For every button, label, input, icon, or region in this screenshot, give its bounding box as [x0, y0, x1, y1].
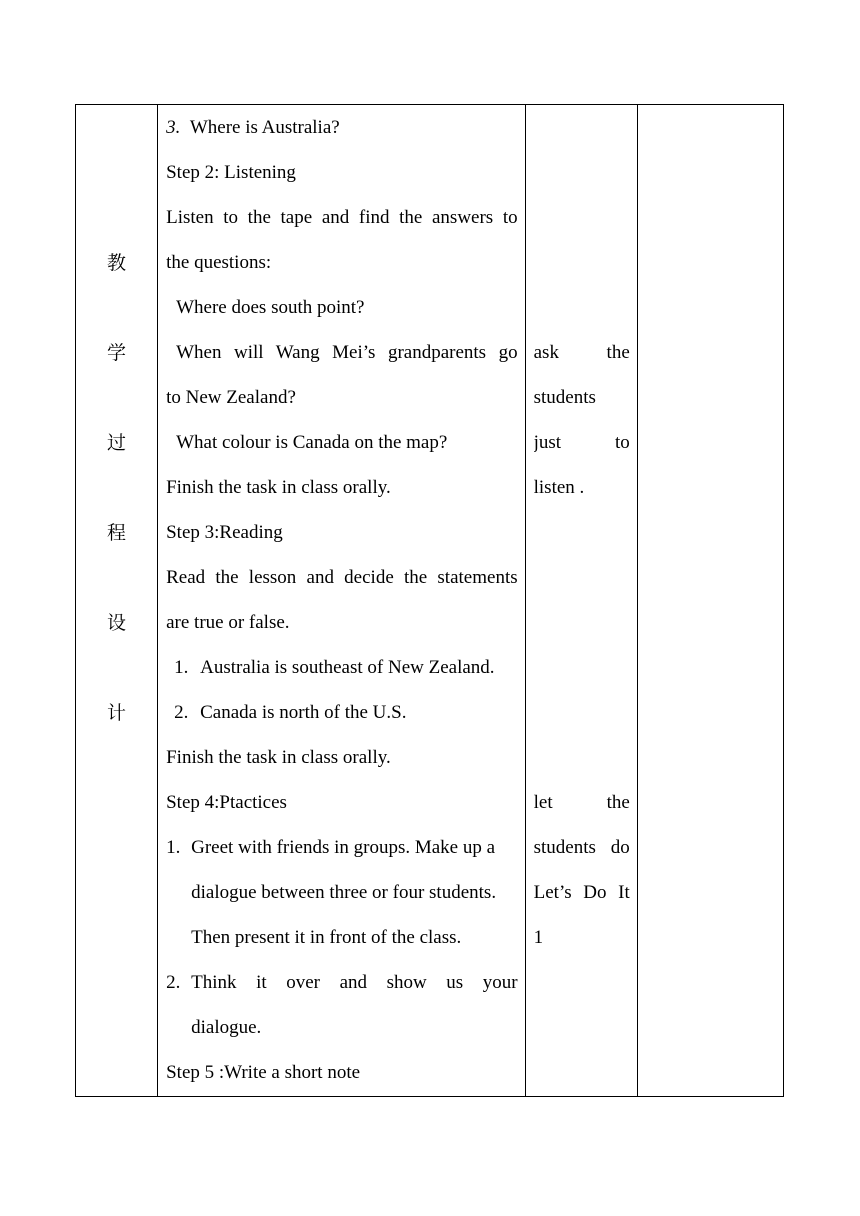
step-3-heading: Step 3:Reading — [166, 522, 283, 543]
practice-1-line-2: dialogue between three or four students. — [191, 882, 497, 903]
practice-2-line-1 — [166, 960, 518, 1005]
step-5-heading: Step 5 :Write a short note — [166, 1062, 361, 1083]
listening-question-2-line-1: When will Wang Mei’s grandparents go — [176, 342, 518, 363]
label-char: 设 — [107, 612, 127, 634]
question-3-text: Where is Australia? — [189, 117, 340, 138]
question-3 — [166, 105, 518, 150]
statement-2-number: 2. — [174, 702, 189, 723]
statement-1-text: Australia is southeast of New Zealand. — [200, 657, 495, 678]
activity-note-2-line-1: let the — [533, 792, 630, 813]
practice-2-number: 2. — [166, 972, 181, 993]
listening-instruction-line-1: Listen to the tape and find the answers to — [166, 207, 518, 228]
activity-note-1-line-1: ask the — [533, 342, 630, 363]
table-row — [76, 105, 784, 1097]
statement-2 — [166, 690, 518, 735]
practice-1-line-1 — [166, 825, 518, 870]
listening-question-2-line-2: to New Zealand? — [166, 387, 296, 408]
practice-2-text: Think it over and show us your — [191, 972, 518, 993]
label-char: 程 — [107, 522, 127, 544]
label-char: 学 — [107, 342, 127, 364]
activity-note-1-line-3: just to — [533, 432, 630, 453]
practice-1-number: 1. — [166, 837, 181, 858]
label-char: 教 — [107, 252, 127, 274]
activity-note-1-line-2: students — [533, 387, 596, 408]
activity-note-1-line-4: listen . — [533, 477, 585, 498]
student-activity-cell — [525, 105, 637, 1097]
step-2-heading: Step 2: Listening — [166, 162, 296, 183]
step-4-heading: Step 4:Ptactices — [166, 792, 287, 813]
statement-2-text: Canada is north of the U.S. — [200, 702, 407, 723]
activity-note-2-line-3: Let’s Do It — [533, 882, 630, 903]
label-char: 过 — [107, 432, 127, 454]
practice-2-line-2: dialogue. — [191, 1017, 262, 1038]
finish-task-2: Finish the task in class orally. — [166, 747, 391, 768]
statement-1 — [166, 645, 518, 690]
lesson-content-cell — [158, 105, 526, 1097]
finish-task-1: Finish the task in class orally. — [166, 477, 391, 498]
practice-1-text: Greet with friends in groups. Make up a — [191, 837, 496, 858]
reading-instruction-line-1: Read the lesson and decide the statements — [166, 567, 518, 588]
statement-1-number: 1. — [174, 657, 189, 678]
notes-cell — [637, 105, 783, 1097]
activity-note-2-line-2: students do — [533, 837, 630, 858]
lesson-plan-table — [75, 104, 784, 1097]
question-3-number: 3. — [166, 117, 181, 138]
listening-question-1: Where does south point? — [176, 297, 365, 318]
practice-1-line-3: Then present it in front of the class. — [191, 927, 462, 948]
listening-instruction-line-2: the questions: — [166, 252, 272, 273]
reading-instruction-line-2: are true or false. — [166, 612, 290, 633]
section-label-cell — [76, 105, 158, 1097]
activity-note-2-line-4: 1 — [533, 927, 544, 948]
listening-question-3: What colour is Canada on the map? — [176, 432, 448, 453]
label-char: 计 — [107, 702, 127, 724]
